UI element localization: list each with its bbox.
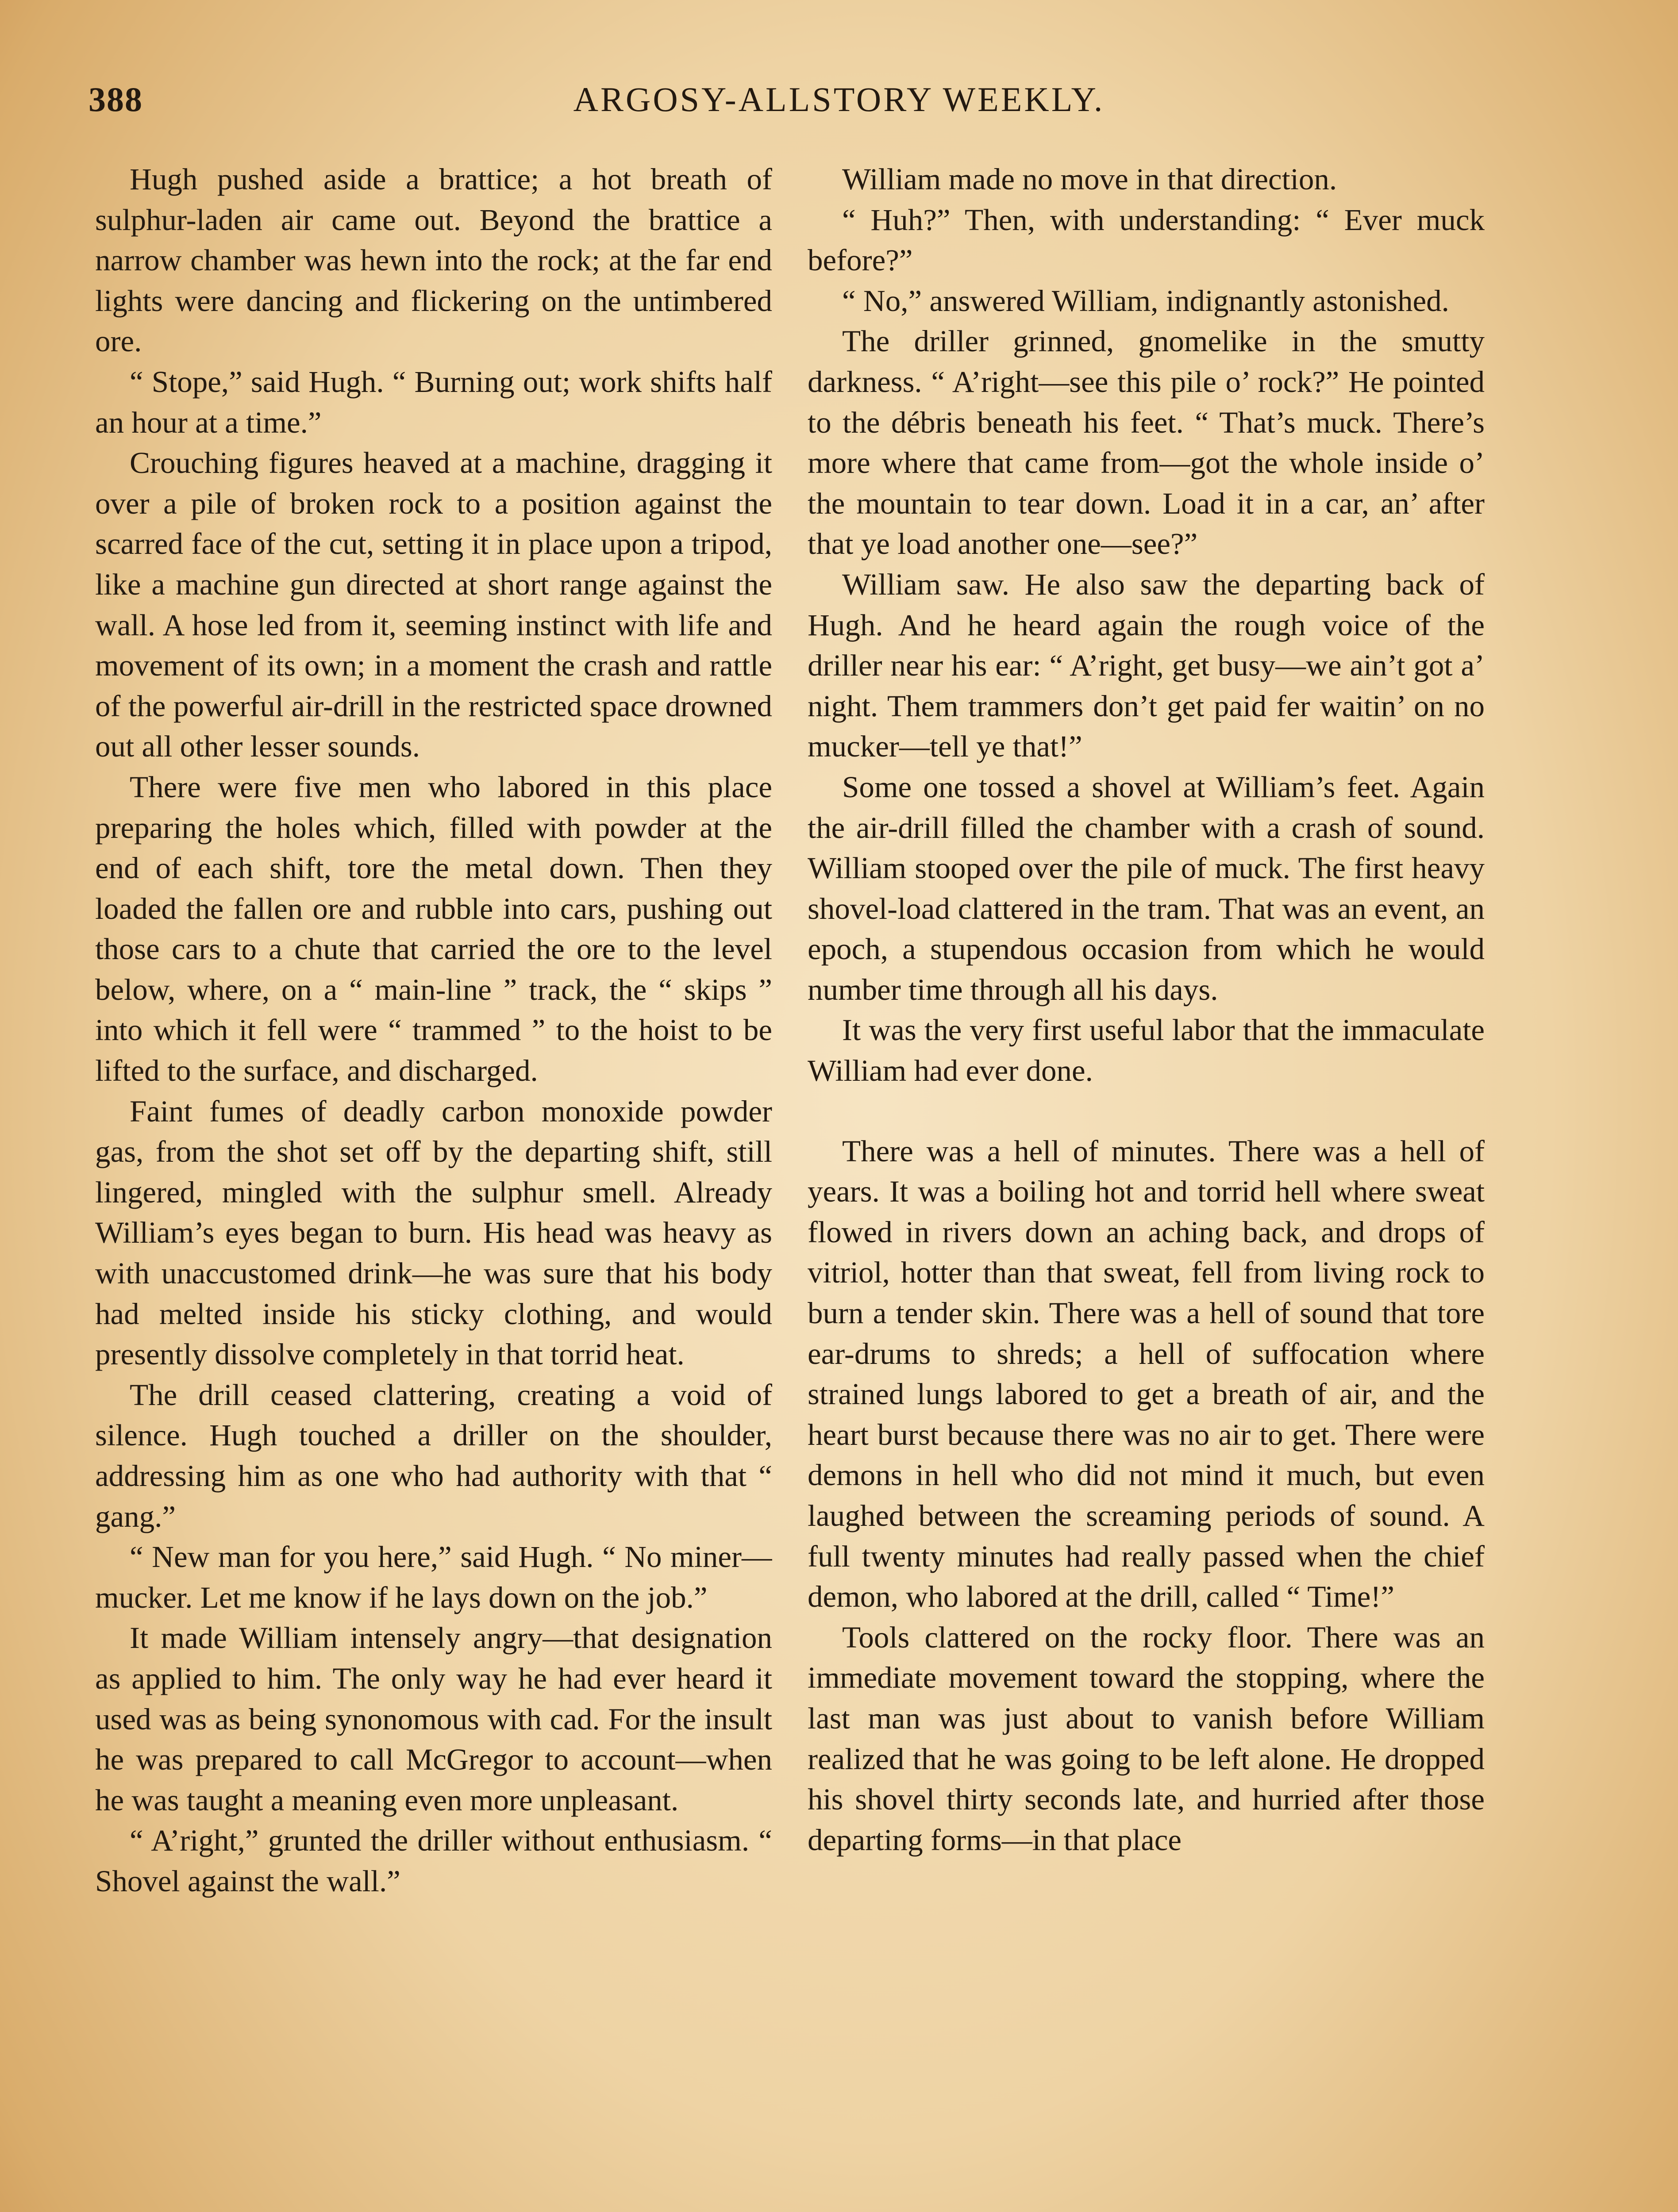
paragraph: William made no move in that direction. bbox=[842, 162, 1337, 196]
paragraph: “ New man for you here,” said Hugh. “ No miner—mucker. Let me know if he lays down on the job.” bbox=[95, 1540, 772, 1614]
paragraph: “ A’right,” grunted the driller without enthusiasm. “ Shovel against the wall.” bbox=[95, 1824, 772, 1898]
paragraph: The drill ceased clattering, creating a void of silence. Hugh touched a driller on the shoulder, addressing him as one who had authority with that “ gang.” bbox=[95, 1378, 772, 1533]
page-number: 388 bbox=[89, 80, 143, 119]
paragraph: “ Stope,” said Hugh. “ Burning out; work shifts half an hour at a time.” bbox=[95, 365, 772, 439]
paragraph: Hugh pushed aside a brattice; a hot breath of sulphur-laden air came out. Beyond the brattice a narrow chamber was hewn into the rock; at the far end lights were dancing and flickering on the untimbered ore. bbox=[95, 162, 772, 358]
paragraph: The driller grinned, gnomelike in the smutty darkness. “ A’right—see this pile o’ rock?” He pointed to the débris beneath his feet. “ That’s muck. There’s more where that came from—got the whole inside o’ the mountain to tear down. Load it in a car, an’ after that ye load another one—see?” bbox=[808, 324, 1485, 561]
running-title: ARGOSY-ALLSTORY WEEKLY. bbox=[573, 80, 1105, 119]
paragraph: “ No,” answered William, indignantly astonished. bbox=[842, 284, 1449, 318]
paragraph: Some one tossed a shovel at William’s feet. Again the air-drill filled the chamber with a crash of sound. William stooped over the pile of muck. The first heavy shovel-load clattered in the tram. That was an event, an epoch, a stupendous occasion from which he would number time through all his days. bbox=[808, 770, 1485, 1006]
right-column bbox=[808, 159, 1485, 2212]
paragraph: It was the very first useful labor that the immaculate William had ever done. bbox=[808, 1013, 1485, 1088]
text-columns bbox=[95, 159, 1485, 2212]
paragraph: There were five men who labored in this place preparing the holes which, filled with powder at the end of each shift, tore the metal down. Then they loaded the fallen ore and rubble into cars, pushing out those cars to a chute that carried the ore to the level below, where, on a “ main-line ” track, the “ skips ” into which it fell were “ trammed ” to the hoist to be lifted to the surface, and discharged. bbox=[95, 770, 772, 1088]
paragraph: “ Huh?” Then, with understanding: “ Ever muck before?” bbox=[808, 203, 1485, 277]
paragraph: William saw. He also saw the departing back of Hugh. And he heard again the rough voice of the driller near his ear: “ A’right, get busy—we ain’t got a’ night. Them trammers don’t get paid fer waitin’ on no mucker—tell ye that!” bbox=[808, 567, 1485, 764]
paragraph: Faint fumes of deadly carbon monoxide powder gas, from the shot set off by the departing shift, still lingered, mingled with the sulphur smell. Already William’s eyes began to burn. His head was heavy as with unaccustomed drink—he was sure that his body had melted inside his sticky clothing, and would presently dissolve completely in that torrid heat. bbox=[95, 1094, 772, 1371]
page-header bbox=[89, 80, 1589, 133]
paragraph: It made William intensely angry—that designation as applied to him. The only way he had ever heard it used was as being synonomous with cad. For the insult he was prepared to call McGregor to account—when he was taught a meaning even more unpleasant. bbox=[95, 1621, 772, 1817]
paragraph: There was a hell of minutes. There was a hell of years. It was a boiling hot and torrid hell where sweat flowed in rivers down an aching back, and drops of vitriol, hotter than that sweat, fell from living rock to burn a tender skin. There was a hell of sound that tore ear-drums to shreds; a hell of suffocation where strained lungs labored to get a breath of air, and the heart burst because there was no air to get. There were demons in hell who did not mind it much, but even laughed between the screaming periods of sound. A full twenty minutes had really passed when the chief demon, who labored at the drill, called “ Time!” bbox=[808, 1134, 1485, 1614]
paragraph: Tools clattered on the rocky floor. There was an immediate movement toward the stopping, where the last man was just about to vanish before William realized that he was going to be left alone. He dropped his shovel thirty seconds late, and hurried after those departing forms—in that place bbox=[808, 1620, 1485, 1857]
left-column bbox=[95, 159, 772, 2212]
section-break bbox=[808, 1091, 1485, 1131]
paragraph: Crouching figures heaved at a machine, dragging it over a pile of broken rock to a position against the scarred face of the cut, setting it in place upon a tripod, like a machine gun directed at short range against the wall. A hose led from it, seeming instinct with life and movement of its own; in a moment the crash and rattle of the powerful air-drill in the restricted space drowned out all other lesser sounds. bbox=[95, 446, 772, 764]
